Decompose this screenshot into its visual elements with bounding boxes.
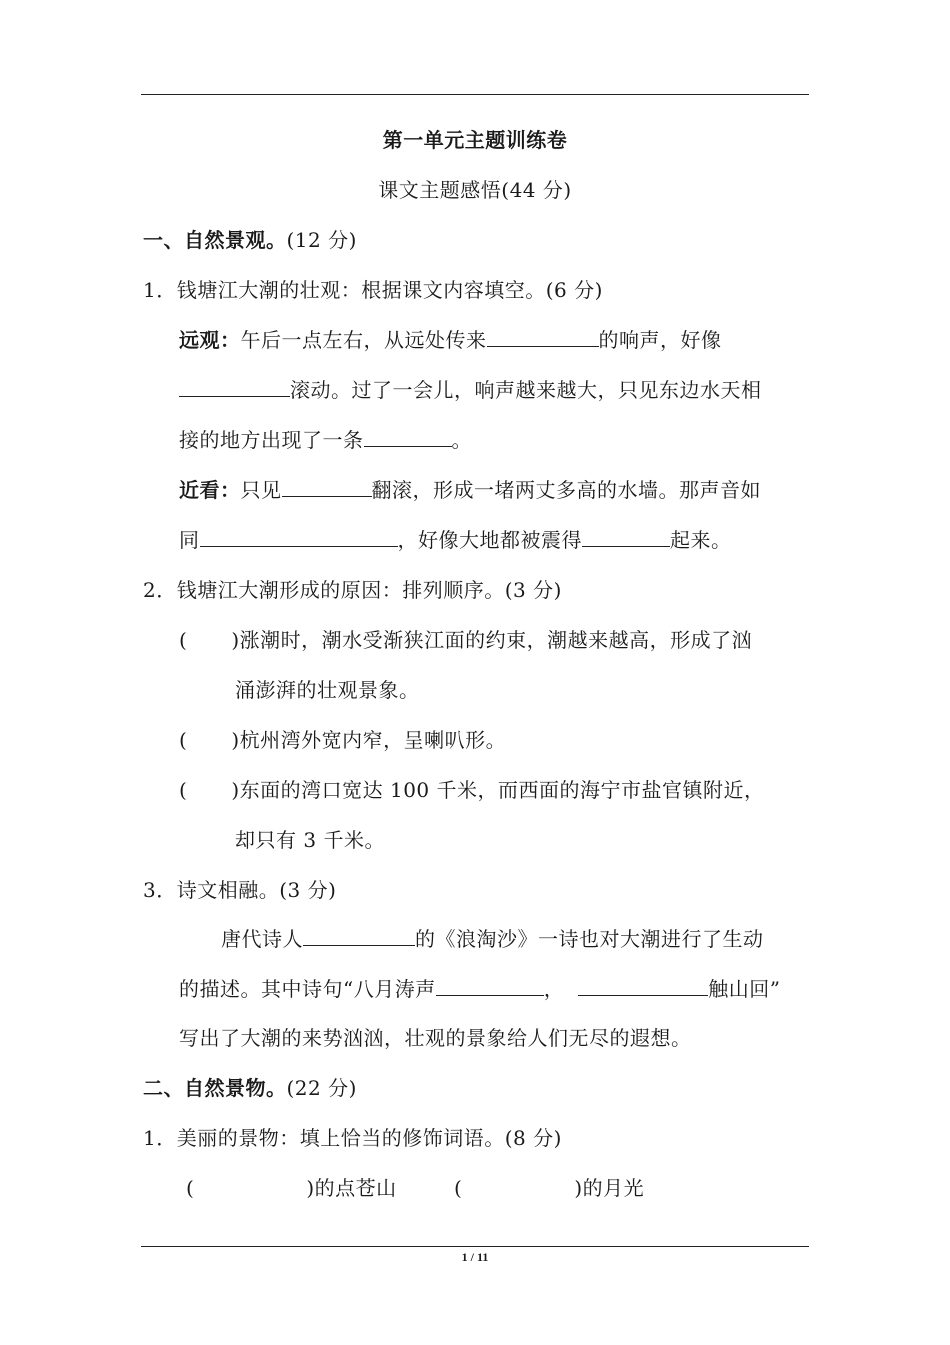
far-text-c: 滚动。过了一会儿，响声越来越大，只见东边水天相 xyxy=(290,378,762,402)
q3-text-e: 触山回” xyxy=(708,977,781,1001)
page-title: 第一单元主题训练卷 xyxy=(382,128,568,152)
s1-q2-prompt: 2．钱塘江大潮形成的原因：排列顺序。(3 分) xyxy=(143,578,562,602)
far-blank-3[interactable] xyxy=(364,428,452,447)
near-blank-3[interactable] xyxy=(582,528,670,547)
section1-heading-text: 一、自然景观。 xyxy=(143,228,287,252)
s1-q1-far-line1 xyxy=(179,328,722,352)
item3-text-a: )东面的湾口宽达 100 千米，而西面的海宁市盐官镇附近， xyxy=(231,778,765,802)
far-text-b: 的响声，好像 xyxy=(598,328,722,352)
near-blank-1[interactable] xyxy=(282,478,372,497)
section1-score: (12 分) xyxy=(286,228,357,252)
s2-q1-prompt: 1．美丽的景物：填上恰当的修饰词语。(8 分) xyxy=(143,1126,562,1150)
s2-q1-item1 xyxy=(186,1176,397,1200)
s1-q2-item3-cont: 却只有 3 千米。 xyxy=(235,828,385,852)
header-rule xyxy=(141,94,809,95)
s1-q1-near-line2 xyxy=(179,528,732,552)
far-text-d: 接的地方出现了一条 xyxy=(179,428,364,452)
poet-blank[interactable] xyxy=(303,927,415,946)
s1-q1-prompt: 1．钱塘江大潮的壮观：根据课文内容填空。(6 分) xyxy=(143,278,603,302)
s1-q1-far-line2 xyxy=(179,378,762,402)
poem-blank-2[interactable] xyxy=(578,977,708,996)
s1-q2-item1-cont: 涌澎湃的壮观景象。 xyxy=(235,678,420,702)
s2-q1-item2 xyxy=(454,1176,644,1200)
paren-open: ( xyxy=(179,728,188,752)
s2-item1-text: )的点苍山 xyxy=(306,1176,397,1200)
paren-open: ( xyxy=(179,628,188,652)
s1-q3-prompt: 3．诗文相融。(3 分) xyxy=(143,878,337,902)
q3-text-d: ， xyxy=(543,977,565,1001)
near-text-d: ，好像大地都被震得 xyxy=(397,528,582,552)
page-number: 1 / 11 xyxy=(461,1250,489,1264)
section2-heading-text: 二、自然景物。 xyxy=(143,1076,287,1100)
poem-blank-1[interactable] xyxy=(436,977,544,996)
near-blank-2[interactable] xyxy=(200,528,398,547)
near-label: 近看： xyxy=(179,478,241,502)
q3-text-b: 的《浪淘沙》一诗也对大潮进行了生动 xyxy=(415,927,764,951)
near-text-a: 只见 xyxy=(240,478,282,502)
far-blank-1[interactable] xyxy=(487,328,599,347)
near-text-e: 起来。 xyxy=(670,528,732,552)
section2-heading xyxy=(143,1076,357,1100)
s1-q3-line1 xyxy=(221,927,764,951)
far-label: 远观： xyxy=(179,328,241,352)
s1-q2-item3 xyxy=(179,778,765,802)
item2-text: )杭州湾外宽内窄，呈喇叭形。 xyxy=(231,728,507,752)
far-text-e: 。 xyxy=(451,428,472,452)
s2-item2-text: )的月光 xyxy=(574,1176,645,1200)
far-blank-2[interactable] xyxy=(179,378,290,397)
q3-text-a: 唐代诗人 xyxy=(221,927,303,951)
far-text-a: 午后一点左右，从远处传来 xyxy=(240,328,487,352)
s1-q1-far-line3 xyxy=(179,428,472,452)
q3-text-c: 的描述。其中诗句“八月涛声 xyxy=(179,977,436,1001)
s1-q3-line2 xyxy=(179,977,780,1001)
s1-q2-item2 xyxy=(179,728,506,752)
section1-heading xyxy=(143,228,357,252)
paren-open: ( xyxy=(179,778,188,802)
section2-score: (22 分) xyxy=(286,1076,357,1100)
footer-rule xyxy=(141,1246,809,1247)
paren-open: ( xyxy=(454,1176,463,1200)
near-text-c: 同 xyxy=(179,528,200,552)
paren-open: ( xyxy=(186,1176,195,1200)
near-text-b: 翻滚，形成一堵两丈多高的水墙。那声音如 xyxy=(371,478,761,502)
s1-q3-line3: 写出了大潮的来势汹汹，壮观的景象给人们无尽的遐想。 xyxy=(179,1026,692,1050)
s1-q1-near-line1 xyxy=(179,478,761,502)
page-subtitle: 课文主题感悟(44 分) xyxy=(378,178,572,202)
item1-text-a: )涨潮时，潮水受渐狭江面的约束，潮越来越高，形成了汹 xyxy=(231,628,753,652)
s1-q2-item1 xyxy=(179,628,752,652)
